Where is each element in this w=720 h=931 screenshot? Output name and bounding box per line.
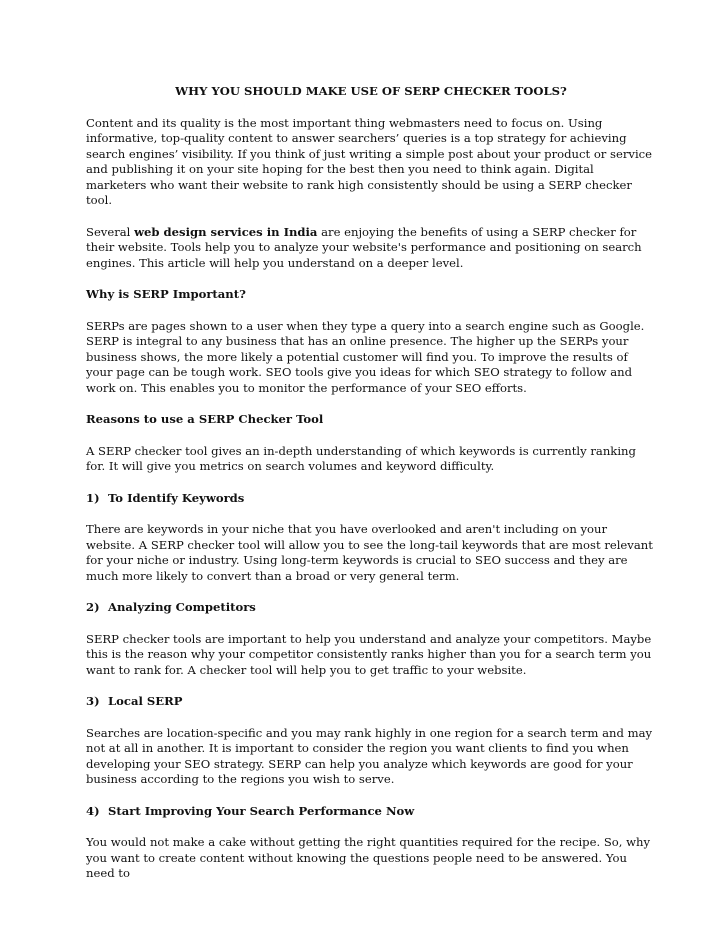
section-heading-local-serp	[86, 694, 656, 710]
document-page	[86, 84, 656, 898]
reasons-paragraph: A SERP checker tool gives an in-depth understanding of which keywords is currently ranking for. It will give you metrics on search volumes and keyword difficulty.	[86, 443, 636, 473]
services-paragraph	[86, 225, 656, 272]
section-heading-improve-performance	[86, 804, 656, 820]
services-paragraph-start: Several	[86, 224, 135, 239]
section-number: 2)	[86, 600, 100, 614]
web-design-services-link[interactable]: web design services in India	[134, 224, 318, 239]
section-number: 3)	[86, 694, 100, 708]
section-heading-identify-keywords	[86, 491, 656, 507]
section-paragraph-analyzing-competitors: SERP checker tools are important to help you understand and analyze your competitors. Maybe this is the reason why your competitor consistently ranks higher than you for a search term you want to rank for. A checker tool will help you to get traffic to your website.	[86, 631, 652, 677]
section-paragraph-local-serp: Searches are location-specific and you may rank highly in one region for a search term and may not at all in another. It is important to consider the region you want clients to find you when developing your SEO strategy. SERP can help you analyze which keywords are good for your business according to the regions you wish to serve.	[86, 725, 653, 786]
reasons-heading: Reasons to use a SERP Checker Tool	[86, 412, 324, 426]
services-paragraph-end: are enjoying the benefits of using a SERP checker for their website. Tools help you to analyze your website's performance and positioning on search engines. This article will help you understand on a deeper level.	[86, 224, 642, 270]
section-paragraph-improve-performance: You would not make a cake without getting the right quantities required for the recipe. So, why you want to create content without knowing the questions people need to be answered. You need to	[86, 835, 651, 880]
why-serp-paragraph: SERPs are pages shown to a user when they type a query into a search engine such as Google. SERP is integral to any business that has an online presence. The higher up the SERPs your business shows, the more likely a potential customer will find you. To improve the results of your page can be tough work. SEO tools give you ideas for which SEO strategy to follow and work on. This enables you to monitor the performance of your SEO efforts.	[86, 318, 645, 395]
section-paragraph-identify-keywords: There are keywords in your niche that you have overlooked and aren't including on your website. A SERP checker tool will allow you to see the long-tail keywords that are most relevant for your niche or industry. Using long-term keywords is crucial to SEO success and they are much more likely to convert than a broad or very general term.	[86, 522, 653, 583]
section-title: To Identify Keywords	[108, 490, 245, 505]
section-heading-analyzing-competitors	[86, 600, 656, 616]
intro-paragraph: Content and its quality is the most important thing webmasters need to focus on. Using informative, top-quality content to answer searchers’ queries is a top strategy for achieving search engines’ visibility. If you think of just writing a simple post about your product or service and publishing it on your site hoping for the best then you need to think again. Digital marketers who want their website to rank high consistently should be using a SERP checker tool.	[86, 115, 653, 207]
why-serp-heading: Why is SERP Important?	[86, 287, 246, 301]
page-title: WHY YOU SHOULD MAKE USE OF SERP CHECKER TOOLS?	[175, 84, 567, 98]
section-title: Local SERP	[108, 694, 183, 708]
section-number: 4)	[86, 803, 100, 818]
section-number: 1)	[86, 490, 100, 505]
section-title: Start Improving Your Search Performance Now	[108, 803, 415, 818]
section-title: Analyzing Competitors	[108, 600, 256, 614]
